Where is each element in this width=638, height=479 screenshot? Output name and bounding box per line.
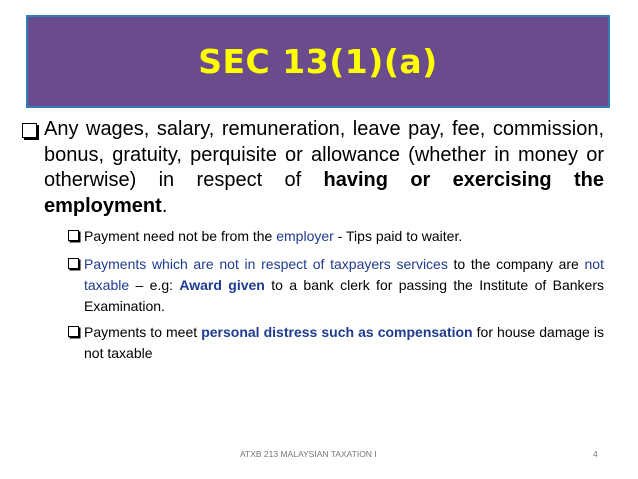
checkbox-bullet-icon: [22, 123, 37, 138]
checkbox-bullet-icon: [68, 258, 79, 269]
page-number: 4: [593, 449, 598, 459]
footer-course: ATXB 213 MALAYSIAN TAXATION I: [240, 449, 377, 459]
sub-bullet-text: Payments to meet personal distress such as compensation for house damage is not taxable: [84, 324, 604, 361]
emphasis-text: having or exercising the employment: [44, 169, 604, 217]
checkbox-bullet-icon: [68, 230, 79, 241]
checkbox-bullet-icon: [68, 326, 79, 337]
sub-bullet-2: [68, 254, 604, 317]
slide-title: SEC 13(1)(a): [198, 42, 438, 81]
sub-bullet-text: Payment need not be from the employer - Tips paid to waiter.: [84, 228, 463, 244]
sub-bullet-3: [68, 322, 604, 364]
title-banner: [26, 15, 610, 108]
main-bullet-text: Any wages, salary, remuneration, leave pay, fee, commission, bonus, gratuity, perquisite or allowance (whether in money or otherwise) in respect of having or exercising the employment.: [44, 118, 604, 217]
sub-bullet-1: [68, 226, 604, 247]
main-bullet: [22, 117, 604, 219]
sub-bullet-text: Payments which are not in respect of taxpayers services to the company are not taxable – e.g: Award given to a bank clerk for passing the Institute of Bankers Examination.: [84, 256, 604, 314]
